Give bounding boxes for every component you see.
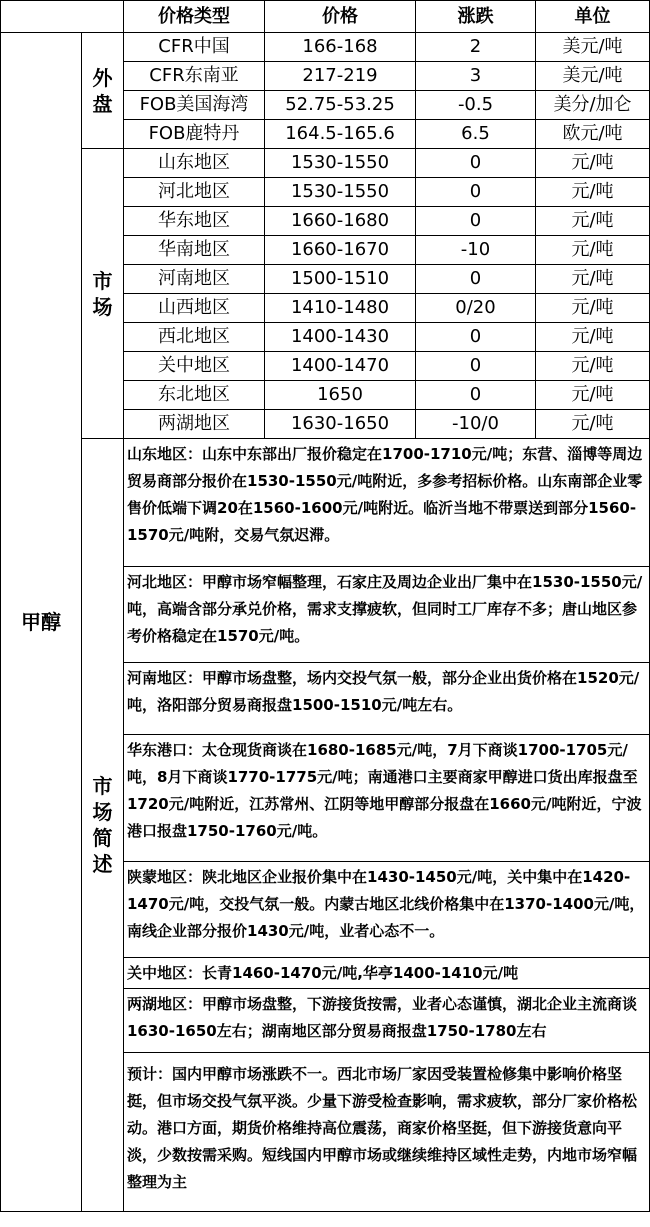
row-type: CFR东南亚 — [124, 62, 265, 91]
row-change: 6.5 — [416, 120, 536, 149]
row-price: 1500-1510 — [265, 265, 416, 294]
row-type: 山西地区 — [124, 294, 265, 323]
row-price: 1530-1550 — [265, 178, 416, 207]
row-change: 0 — [416, 352, 536, 381]
outer-label: 外盘 — [82, 33, 124, 149]
row-unit: 元/吨 — [536, 381, 650, 410]
row-change: -0.5 — [416, 91, 536, 120]
row-price: 1650 — [265, 381, 416, 410]
row-unit: 元/吨 — [536, 294, 650, 323]
row-price: 1530-1550 — [265, 149, 416, 178]
row-unit: 元/吨 — [536, 352, 650, 381]
note-lianghu: 两湖地区：甲醇市场盘整，下游接货按需，业者心态谨慎，湖北企业主流商谈1630-1650左右；湖南地区部分贸易商报盘1750-1780左右 — [124, 989, 650, 1053]
header-price: 价格 — [265, 1, 416, 33]
row-price: 164.5-165.6 — [265, 120, 416, 149]
row-type: 东北地区 — [124, 381, 265, 410]
table-row — [1, 149, 650, 178]
row-change: 0 — [416, 178, 536, 207]
note-hebei: 河北地区：甲醇市场窄幅整理，石家庄及周边企业出厂集中在1530-1550元/吨，高端含部分承兑价格，需求支撑疲软，但同时工厂库存不多；唐山地区参考价格稳定在1570元/吨。 — [124, 567, 650, 663]
header-unit: 单位 — [536, 1, 650, 33]
market-label: 市场 — [82, 149, 124, 439]
row-type: 河南地区 — [124, 265, 265, 294]
note-henan: 河南地区：甲醇市场盘整，场内交投气氛一般，部分企业出货价格在1520元/吨，洛阳部分贸易商报盘1500-1510元/吨左右。 — [124, 663, 650, 735]
row-change: 0 — [416, 207, 536, 236]
row-unit: 元/吨 — [536, 207, 650, 236]
row-type: FOB鹿特丹 — [124, 120, 265, 149]
row-change: 0/20 — [416, 294, 536, 323]
row-change: 0 — [416, 265, 536, 294]
row-type: 山东地区 — [124, 149, 265, 178]
note-shandong: 山东地区：山东中东部出厂报价稳定在1700-1710元/吨；东营、淄博等周边贸易商部分报价在1530-1550元/吨附近，多参考招标价格。山东南部企业零售价低端下调20在1560-1600元/吨附近。临沂当地不带票送到部分1560-1570元/吨附，交易气氛迟滞。 — [124, 439, 650, 567]
summary-label: 市场简述 — [82, 439, 124, 1212]
row-type: 华东地区 — [124, 207, 265, 236]
row-price: 1630-1650 — [265, 410, 416, 439]
header-row — [1, 1, 650, 33]
row-unit: 元/吨 — [536, 236, 650, 265]
row-unit: 元/吨 — [536, 410, 650, 439]
row-price: 1660-1680 — [265, 207, 416, 236]
row-unit: 美元/吨 — [536, 33, 650, 62]
summary-row — [1, 439, 650, 567]
header-blank — [1, 1, 124, 33]
row-change: 3 — [416, 62, 536, 91]
row-price: 217-219 — [265, 62, 416, 91]
row-type: FOB美国海湾 — [124, 91, 265, 120]
row-unit: 元/吨 — [536, 323, 650, 352]
row-price: 166-168 — [265, 33, 416, 62]
row-type: 西北地区 — [124, 323, 265, 352]
table-row — [1, 33, 650, 62]
row-price: 1410-1480 — [265, 294, 416, 323]
row-type: 两湖地区 — [124, 410, 265, 439]
row-price: 1400-1430 — [265, 323, 416, 352]
note-shaanxi-inner-mongolia: 陕蒙地区：陕北地区企业报价集中在1430-1450元/吨，关中集中在1420-1470元/吨，交投气氛一般。内蒙古地区北线价格集中在1370-1400元/吨，南线企业部分报价1430元/吨，业者心态不一。 — [124, 862, 650, 958]
note-guanzhong: 关中地区：长青1460-1470元/吨,华亭1400-1410元/吨 — [124, 958, 650, 989]
header-type: 价格类型 — [124, 1, 265, 33]
row-unit: 元/吨 — [536, 265, 650, 294]
row-unit: 元/吨 — [536, 178, 650, 207]
row-type: CFR中国 — [124, 33, 265, 62]
row-unit: 美分/加仑 — [536, 91, 650, 120]
row-change: 0 — [416, 323, 536, 352]
row-unit: 美元/吨 — [536, 62, 650, 91]
row-price: 52.75-53.25 — [265, 91, 416, 120]
row-unit: 元/吨 — [536, 149, 650, 178]
row-price: 1660-1670 — [265, 236, 416, 265]
row-change: 0 — [416, 381, 536, 410]
note-east-china-port: 华东港口：太仓现货商谈在1680-1685元/吨，7月下商谈1700-1705元/吨，8月下商谈1770-1775元/吨；南通港口主要商家甲醇进口货出库报盘至1720元/吨附近，江苏常州、江阴等地甲醇部分报盘在1660元/吨附近，宁波港口报盘1750-1760元/吨。 — [124, 735, 650, 862]
row-price: 1400-1470 — [265, 352, 416, 381]
product-label: 甲醇 — [1, 33, 82, 1212]
row-change: 0 — [416, 149, 536, 178]
header-change: 涨跌 — [416, 1, 536, 33]
row-change: 2 — [416, 33, 536, 62]
row-unit: 欧元/吨 — [536, 120, 650, 149]
row-type: 关中地区 — [124, 352, 265, 381]
row-type: 河北地区 — [124, 178, 265, 207]
row-change: -10 — [416, 236, 536, 265]
note-forecast: 预计：国内甲醇市场涨跌不一。西北市场厂家因受装置检修集中影响价格坚挺，但市场交投气氛平淡。少量下游受检查影响，需求疲软，部分厂家价格松动。港口方面，期货价格维持高位震荡，商家价格坚挺，但下游接货意向平淡，少数按需采购。短线国内甲醇市场或继续维持区域性走势，内地市场窄幅整理为主 — [124, 1053, 650, 1212]
row-change: -10/0 — [416, 410, 536, 439]
row-type: 华南地区 — [124, 236, 265, 265]
